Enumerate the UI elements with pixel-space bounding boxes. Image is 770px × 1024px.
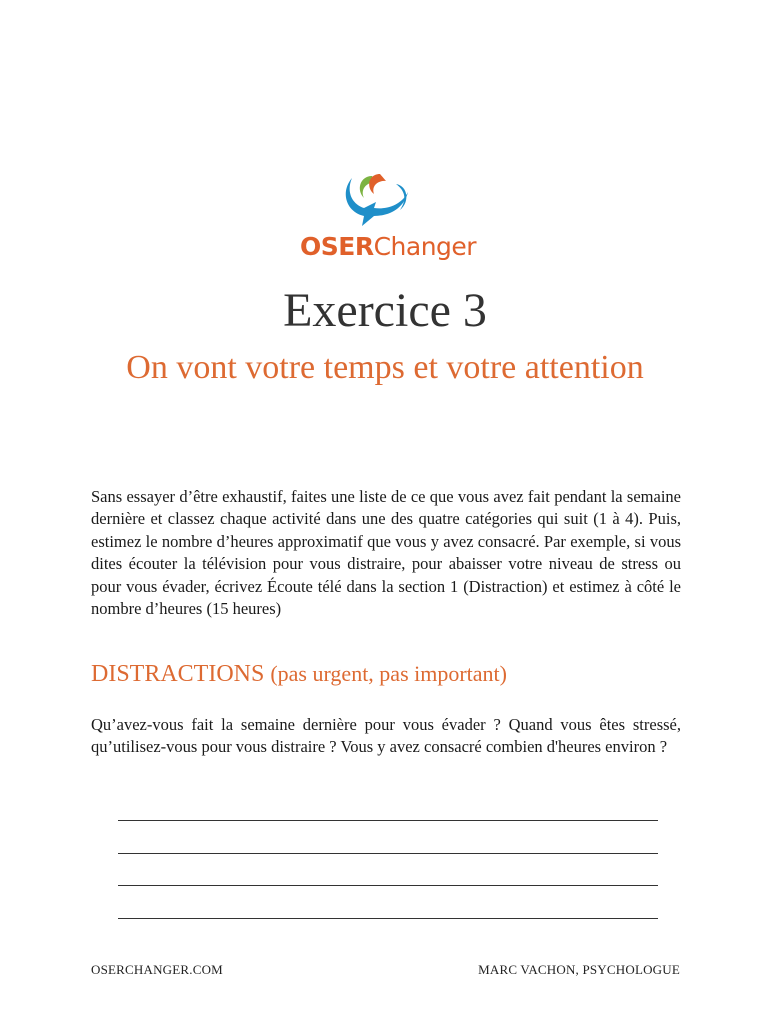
speech-bubbles-icon (338, 168, 420, 234)
answer-line[interactable] (118, 885, 658, 886)
answer-line[interactable] (118, 918, 658, 919)
page-subtitle: On vont votre temps et votre attention (126, 349, 644, 386)
answer-line[interactable] (118, 820, 658, 821)
footer-author: MARC VACHON, PSYCHOLOGUE (478, 962, 680, 977)
section-heading-note: (pas urgent, pas important) (270, 661, 507, 686)
logo-wordmark (300, 232, 477, 261)
section-question: Qu’avez-vous fait la semaine dernière pour vous évader ? Quand vous êtes stressé, qu’utilisez-vous pour vous distraire ? Vous y avez consacré combien d'heures environ ? (91, 715, 681, 757)
section-heading-title: DISTRACTIONS (91, 661, 265, 687)
intro-paragraph: Sans essayer d’être exhaustif, faites une liste de ce que vous avez fait pendant la semaine dernière et classez chaque activité dans une des quatre catégories qui suit (1 à 4). Puis, estimez le nombre d’heures approximatif que vous y avez consacré. Par exemple, si vous dites écouter la télévision pour vous distraire, pour abaisser votre niveau de stress ou pour vous évader, écrivez Écoute télé dans la section 1 (Distraction) et estimez à côté le nombre d’heures (15 heures) (91, 487, 681, 619)
footer-website: OSERCHANGER.COM (91, 962, 223, 977)
answer-line[interactable] (118, 853, 658, 854)
page-title: Exercice 3 (283, 284, 487, 337)
brand-logo (300, 168, 477, 268)
logo-oser: OSER (300, 232, 374, 261)
logo-changer: Changer (373, 232, 477, 261)
section-heading (91, 661, 507, 688)
